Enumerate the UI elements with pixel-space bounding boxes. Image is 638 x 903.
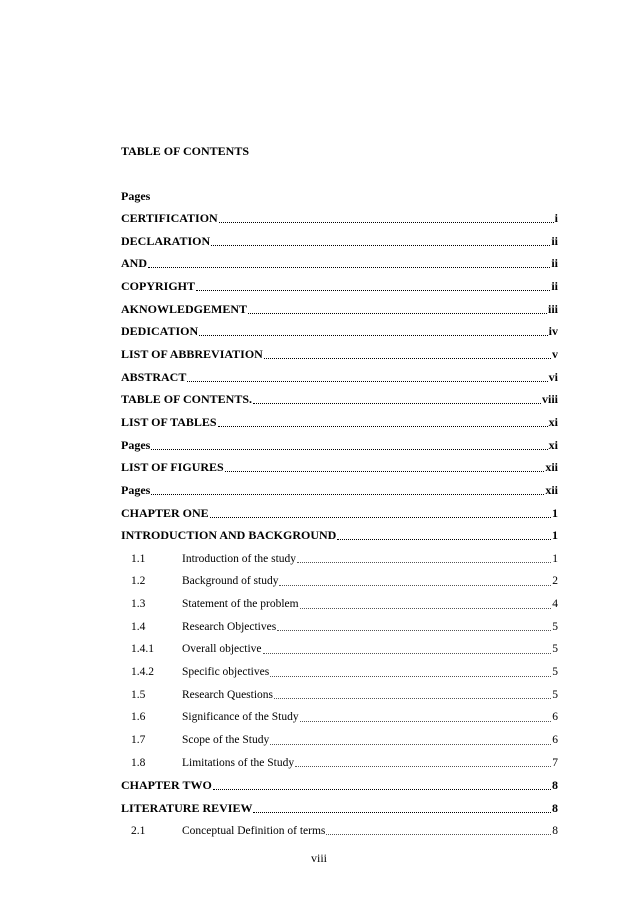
toc-entry-label: Pages xyxy=(121,483,151,498)
dot-leader xyxy=(151,449,547,450)
toc-entry xyxy=(121,661,558,684)
toc-entry xyxy=(121,593,558,616)
toc-entry-page: vi xyxy=(548,369,558,384)
toc-entry-label: Background of study xyxy=(182,575,279,588)
toc-entry-number: 1.4.2 xyxy=(131,666,154,679)
toc-entry xyxy=(121,207,558,230)
toc-entry xyxy=(121,525,558,548)
dot-leader xyxy=(300,721,552,722)
toc-entry xyxy=(121,706,558,729)
toc-entry-page: viii xyxy=(541,392,558,407)
toc-entry xyxy=(121,320,558,343)
toc-entry-page: 5 xyxy=(552,666,558,679)
toc-entry xyxy=(121,479,558,502)
dot-leader xyxy=(270,676,551,677)
toc-entry-page: v xyxy=(552,346,558,361)
toc-entry-label: LITERATURE REVIEW xyxy=(121,800,253,815)
toc-entry xyxy=(121,343,558,366)
toc-entry-label: Research Questions xyxy=(182,688,274,701)
dot-leader xyxy=(253,812,551,813)
toc-entry-page: ii xyxy=(551,256,558,271)
toc-entry xyxy=(121,683,558,706)
dot-leader xyxy=(148,267,550,268)
toc-list xyxy=(121,207,558,842)
toc-entry-label: CHAPTER ONE xyxy=(121,505,209,520)
dot-leader xyxy=(297,562,551,563)
toc-entry xyxy=(121,570,558,593)
toc-entry xyxy=(121,502,558,525)
dot-leader xyxy=(274,698,551,699)
dot-leader xyxy=(187,381,547,382)
dot-leader xyxy=(337,539,551,540)
dot-leader xyxy=(295,766,551,767)
page-number: viii xyxy=(310,851,327,865)
toc-entry xyxy=(121,389,558,412)
toc-entry-number: 1.7 xyxy=(131,734,146,747)
toc-entry-page: 5 xyxy=(552,620,558,633)
dot-leader xyxy=(263,653,552,654)
toc-entry-page: 2 xyxy=(552,575,558,588)
toc-entry-page: 1 xyxy=(552,552,558,565)
toc-entry xyxy=(121,729,558,752)
toc-entry-number: 1.5 xyxy=(131,688,146,701)
toc-entry-number: 2.1 xyxy=(131,824,146,837)
toc-entry xyxy=(121,797,558,820)
dot-leader xyxy=(210,517,551,518)
toc-entry-number: 1.3 xyxy=(131,598,146,611)
toc-entry-label: LIST OF TABLES xyxy=(121,415,217,430)
toc-entry-page: 6 xyxy=(552,711,558,724)
toc-entry-page: iii xyxy=(547,301,558,316)
toc-entry-number: 1.4.1 xyxy=(131,643,154,656)
dot-leader xyxy=(218,426,548,427)
toc-entry-page: ii xyxy=(551,233,558,248)
toc-entry-page: xi xyxy=(548,437,558,452)
dot-leader xyxy=(211,245,550,246)
toc-entry xyxy=(121,411,558,434)
toc-entry xyxy=(121,774,558,797)
toc-entry-number: 1.6 xyxy=(131,711,146,724)
toc-entry xyxy=(121,298,558,321)
toc-entry-page: 5 xyxy=(552,688,558,701)
toc-entry-label: TABLE OF CONTENTS. xyxy=(121,392,253,407)
toc-entry-label: Significance of the Study xyxy=(182,711,299,724)
toc-entry-label: CHAPTER TWO xyxy=(121,778,212,793)
toc-entry xyxy=(121,547,558,570)
toc-entry xyxy=(121,457,558,480)
toc-entry-page: 7 xyxy=(552,756,558,769)
toc-entry-label: CERTIFICATION xyxy=(121,210,218,225)
toc-entry-page: xi xyxy=(548,415,558,430)
toc-entry-label: Scope of the Study xyxy=(182,734,270,747)
toc-entry-page: 5 xyxy=(552,643,558,656)
toc-entry-label: DECLARATION xyxy=(121,233,211,248)
pages-column-label: Pages xyxy=(121,189,151,203)
toc-entry-page: 8 xyxy=(552,824,558,837)
toc-entry xyxy=(121,638,558,661)
toc-entry-page: i xyxy=(554,210,558,225)
dot-leader xyxy=(219,222,554,223)
dot-leader xyxy=(196,290,550,291)
toc-entry-label: COPYRIGHT xyxy=(121,278,196,293)
toc-entry xyxy=(121,615,558,638)
toc-entry-label: Research Objectives xyxy=(182,620,277,633)
dot-leader xyxy=(151,494,544,495)
toc-entry-number: 1.8 xyxy=(131,756,146,769)
toc-entry-number: 1.2 xyxy=(131,575,146,588)
toc-entry-label: Conceptual Definition of terms xyxy=(182,824,326,837)
dot-leader xyxy=(326,834,551,835)
toc-entry-label: Overall objective xyxy=(182,643,262,656)
toc-entry-page: ii xyxy=(551,278,558,293)
toc-title: TABLE OF CONTENTS xyxy=(121,144,250,158)
dot-leader xyxy=(300,608,552,609)
toc-entry-page: 4 xyxy=(552,598,558,611)
toc-entry-label: Specific objectives xyxy=(182,666,270,679)
dot-leader xyxy=(264,358,551,359)
toc-entry-page: 8 xyxy=(552,800,558,815)
dot-leader xyxy=(270,744,551,745)
toc-entry xyxy=(121,275,558,298)
dot-leader xyxy=(199,335,548,336)
toc-entry-page: 6 xyxy=(552,734,558,747)
toc-entry-number: 1.1 xyxy=(131,552,146,565)
toc-entry-page: xii xyxy=(545,483,558,498)
toc-entry-number: 1.4 xyxy=(131,620,146,633)
toc-entry-label: ABSTRACT xyxy=(121,369,187,384)
toc-entry xyxy=(121,366,558,389)
toc-entry-label: LIST OF FIGURES xyxy=(121,460,224,475)
toc-entry-label: LIST OF ABBREVIATION xyxy=(121,346,263,361)
toc-entry-label: Limitations of the Study xyxy=(182,756,295,769)
toc-entry-page: xii xyxy=(545,460,558,475)
dot-leader xyxy=(253,403,541,404)
dot-leader xyxy=(277,630,551,631)
dot-leader xyxy=(213,789,551,790)
toc-entry-page: 8 xyxy=(552,778,558,793)
toc-entry xyxy=(121,252,558,275)
dot-leader xyxy=(225,471,545,472)
toc-entry-page: iv xyxy=(548,324,558,339)
toc-entry-page: 1 xyxy=(552,505,558,520)
toc-entry-label: AKNOWLEDGEMENT xyxy=(121,301,248,316)
dot-leader xyxy=(279,585,551,586)
toc-entry xyxy=(121,230,558,253)
toc-entry xyxy=(121,434,558,457)
toc-entry xyxy=(121,820,558,843)
toc-entry-page: 1 xyxy=(552,528,558,543)
toc-entry-label: INTRODUCTION AND BACKGROUND xyxy=(121,528,337,543)
dot-leader xyxy=(248,313,547,314)
toc-entry-label: Statement of the problem xyxy=(182,598,299,611)
toc-entry-label: Introduction of the study xyxy=(182,552,297,565)
toc-entry xyxy=(121,752,558,775)
toc-entry-label: Pages xyxy=(121,437,151,452)
toc-entry-label: AND xyxy=(121,256,147,271)
toc-entry-label: DEDICATION xyxy=(121,324,199,339)
